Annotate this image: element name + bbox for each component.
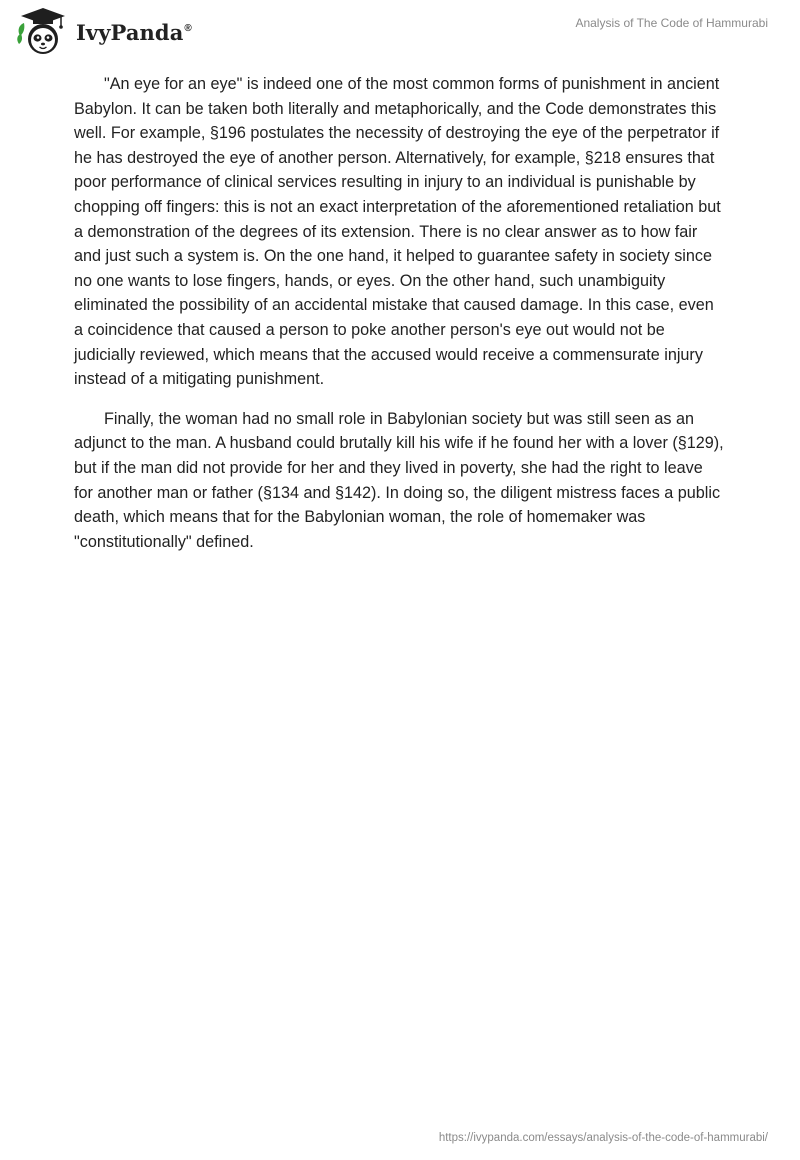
document-title: Analysis of The Code of Hammurabi <box>575 16 768 30</box>
panda-graduate-logo-icon <box>16 6 68 56</box>
paragraph: "An eye for an eye" is indeed one of the most common forms of punishment in ancient Babylon. It can be taken both literally and metaphorically, and the Code demonstrates this well. For example, §196 postulates the necessity of destroying the eye of the perpetrator if he has destroyed the eye of another person. Alternatively, for example, §218 ensures that poor performance of clinical services resulting in injury to an individual is punishable by chopping off fingers: this is not an exact interpretation of the aforementioned retaliation but a demonstration of the degrees of its extension. There is no clear answer as to how fair and just such a system is. On the one hand, it helped to guarantee safety in society since no one wants to lose fingers, hands, or eyes. On the other hand, such unambiguity eliminated the possibility of an accidental mistake that caused damage. In this case, even a coincidence that caused a person to poke another person's eye out would not be judicially reviewed, which means that the accused would receive a commensurate injury instead of a mitigating punishment. <box>74 75 721 389</box>
essay-body <box>74 72 726 569</box>
source-url-link[interactable]: https://ivypanda.com/essays/analysis-of-the-code-of-hammurabi/ <box>438 1132 768 1144</box>
brand-logo[interactable] <box>16 6 192 56</box>
registered-mark: ® <box>184 22 192 34</box>
page-header <box>0 0 800 60</box>
paragraph: Finally, the woman had no small role in Babylonian society but was still seen as an adjunct to the man. A husband could brutally kill his wife if he found her with a lover (§129), but if the man did not provide for her and they lived in poverty, she had the right to leave for another man or father (§134 and §142). In doing so, the diligent mistress faces a public death, which means that for the Babylonian woman, the role of homemaker was "constitutionally" defined. <box>74 409 724 551</box>
brand-name: IvyPanda® <box>76 19 192 45</box>
